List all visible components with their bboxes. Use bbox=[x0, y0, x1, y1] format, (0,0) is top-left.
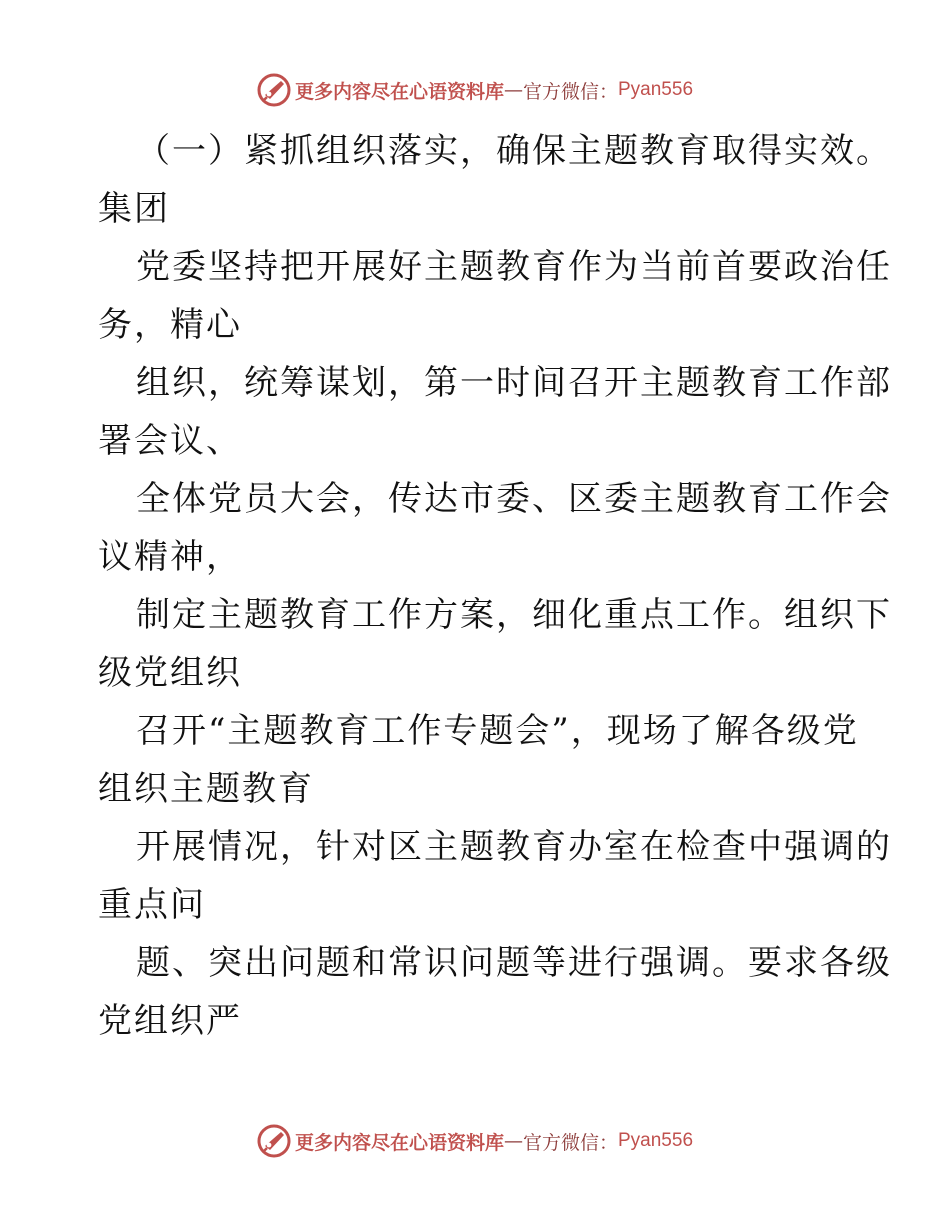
paragraph-line: 党组织严 bbox=[98, 1001, 242, 1041]
header-banner bbox=[0, 70, 950, 110]
paragraph-line: 制定主题教育工作方案，细化重点工作。组织下 bbox=[136, 595, 892, 635]
paragraph-line: 重点问 bbox=[98, 885, 206, 925]
paragraph-line: 级党组织 bbox=[98, 653, 242, 693]
banner-contact-id: Pyan556 bbox=[618, 1130, 694, 1151]
banner-contact-label: 官方微信： bbox=[522, 80, 618, 103]
banner-title: 更多内容尽在心语资料库 bbox=[294, 1131, 504, 1154]
paragraph-line: 全体党员大会，传达市委、区委主题教育工作会 bbox=[136, 479, 892, 519]
paragraph-line: 集团 bbox=[98, 189, 170, 229]
paragraph-line: 党委坚持把开展好主题教育作为当前首要政治任 bbox=[136, 247, 892, 287]
paragraph-line: 组织主题教育 bbox=[98, 769, 314, 809]
paragraph-line: 召开“主题教育工作专题会”，现场了解各级党 bbox=[136, 711, 859, 751]
paragraph-line: 组织，统筹谋划，第一时间召开主题教育工作部 bbox=[136, 363, 892, 403]
banner-separator: — bbox=[503, 1130, 523, 1152]
pen-nib-circle-icon bbox=[257, 73, 291, 107]
paragraph-line: 题、突出问题和常识问题等进行强调。要求各级 bbox=[136, 943, 892, 983]
banner-contact-label: 官方微信： bbox=[522, 1131, 618, 1154]
document-body bbox=[98, 122, 892, 1050]
pen-nib-circle-icon bbox=[257, 1124, 291, 1158]
paragraph-line: 议精神， bbox=[98, 537, 242, 577]
paragraph-line: 开展情况，针对区主题教育办室在检查中强调的 bbox=[136, 827, 892, 867]
paragraph-line: 务，精心 bbox=[98, 305, 242, 345]
paragraph-line: （一）紧抓组织落实，确保主题教育取得实效。 bbox=[136, 131, 892, 171]
banner-contact-id: Pyan556 bbox=[618, 79, 694, 100]
banner-title: 更多内容尽在心语资料库 bbox=[294, 80, 504, 103]
footer-banner bbox=[0, 1121, 950, 1161]
paragraph-line: 署会议、 bbox=[98, 421, 242, 461]
banner-separator: — bbox=[503, 79, 523, 101]
